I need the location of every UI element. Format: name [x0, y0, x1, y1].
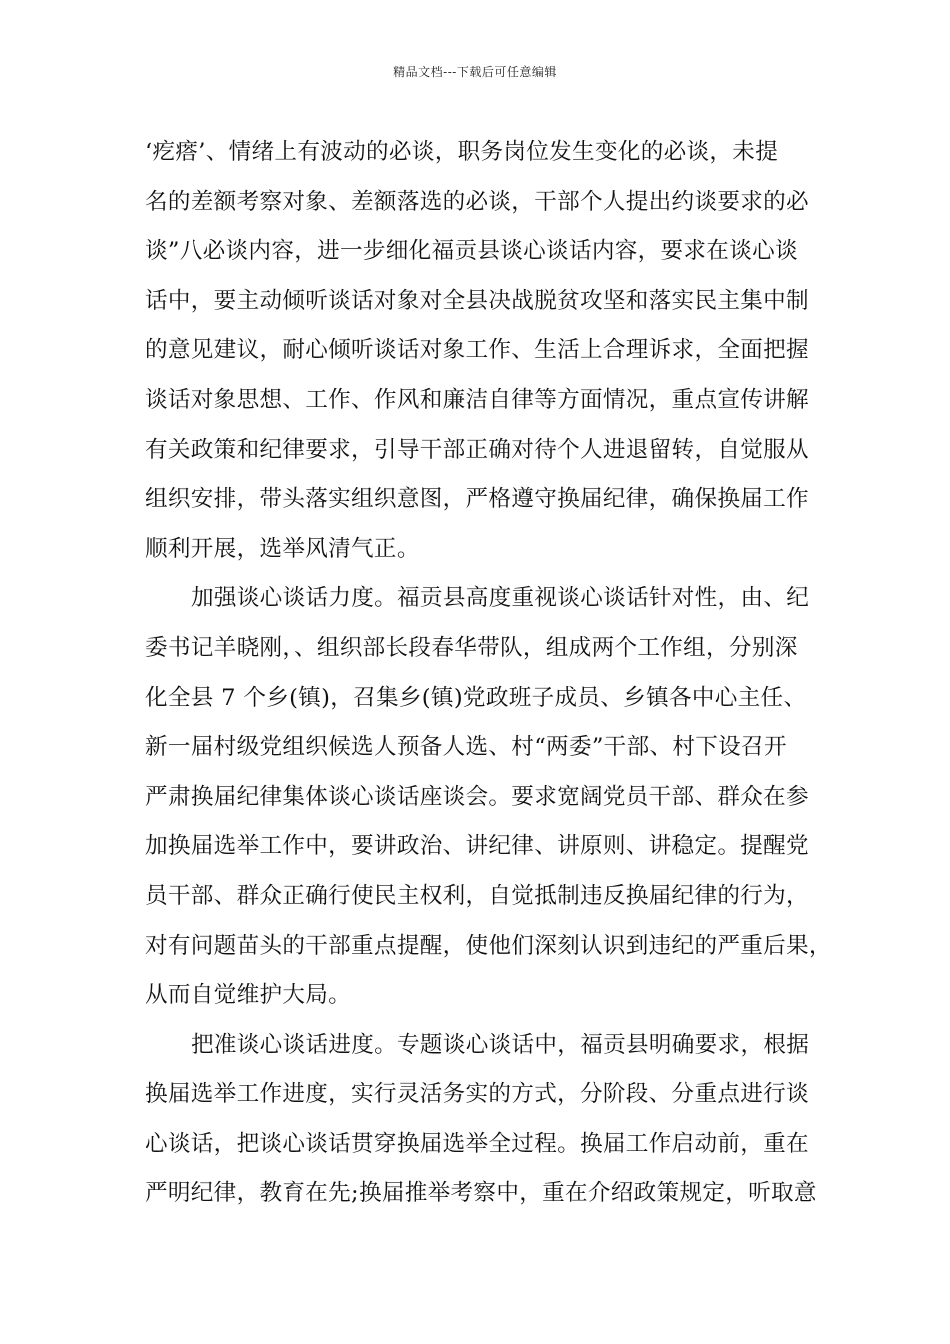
- text-line: 委书记羊晓刚，、组织部长段春华带队，组成两个工作组，分别深: [145, 634, 798, 661]
- text-line: 严明纪律，教育在先;换届推举考察中，重在介绍政策规定，听取意: [145, 1180, 817, 1207]
- text-line: 谈”八必谈内容，进一步细化福贡县谈心谈话内容，要求在谈心谈: [145, 238, 798, 265]
- text-line: 顺利开展，选举风清气正。: [145, 535, 420, 562]
- text-line: 新一届村级党组织候选人预备人选、村“两委”干部、村下设召开: [145, 734, 787, 761]
- text-line: 名的差额考察对象、差额落选的必谈，干部个人提出约谈要求的必: [145, 188, 809, 215]
- text-line: 话中，要主动倾听谈话对象对全县决战脱贫攻坚和落实民主集中制: [145, 287, 809, 314]
- text-line: 把准谈心谈话进度。专题谈心谈话中，福贡县明确要求，根据: [191, 1031, 810, 1058]
- paragraph-3: [145, 1021, 817, 1219]
- paragraph-1: [145, 128, 813, 574]
- text-line: ‘疙瘩’、情绪上有波动的必谈，职务岗位发生变化的必谈，未提: [145, 139, 779, 165]
- text-line: 化全县 7 个乡(镇)，召集乡(镇)党政班子成员、乡镇各中心主任、: [145, 684, 807, 711]
- text-line: 严肃换届纪律集体谈心谈话座谈会。要求宽阔党员干部、群众在参: [145, 783, 809, 810]
- text-line: 员干部、群众正确行使民主权利，自觉抵制违反换届纪律的行为，: [145, 882, 809, 909]
- text-line: 谈话对象思想、工作、作风和廉洁自律等方面情况，重点宣传讲解: [145, 386, 809, 413]
- text-line: 加换届选举工作中，要讲政治、讲纪律、讲原则、讲稳定。提醒党: [145, 833, 809, 860]
- text-line: 心谈话，把谈心谈话贯穿换届选举全过程。换届工作启动前，重在: [145, 1130, 809, 1157]
- text-line: 组织安排，带头落实组织意图，严格遵守换届纪律，确保换届工作: [145, 486, 809, 513]
- paragraph-2: [145, 574, 832, 1020]
- page-header: 精品文档---下载后可任意编辑: [393, 65, 557, 79]
- text-line: 换届选举工作进度，实行灵活务实的方式，分阶段、分重点进行谈: [145, 1081, 809, 1108]
- text-line: 对有问题苗头的干部重点提醒，使他们深刻认识到违纪的严重后果，: [145, 932, 832, 959]
- text-line: 的意见建议，耐心倾听谈话对象工作、生活上合理诉求，全面把握: [145, 337, 809, 364]
- text-line: 从而自觉维护大局。: [145, 982, 352, 1009]
- document-body: [145, 128, 832, 1219]
- text-line: 加强谈心谈话力度。福贡县高度重视谈心谈话针对性，由、纪: [191, 585, 810, 612]
- text-line: 有关政策和纪律要求，引导干部正确对待个人进退留转，自觉服从: [145, 436, 809, 463]
